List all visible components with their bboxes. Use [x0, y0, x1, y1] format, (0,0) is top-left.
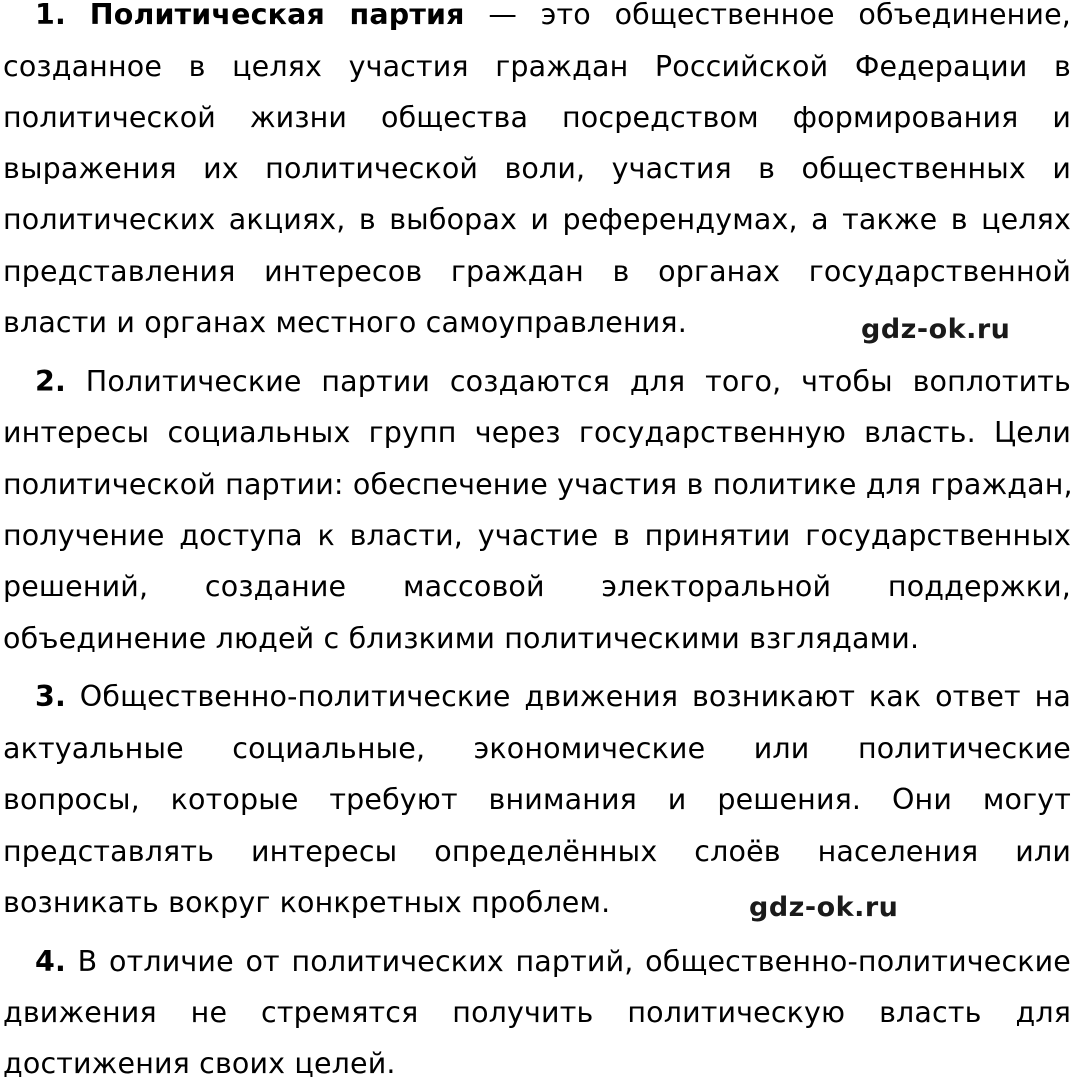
- paragraph-2-line-4: получение доступа к власти, участие в принятии государственных: [3, 519, 1071, 552]
- paragraph-3-line-1: [35, 677, 1071, 717]
- paragraph-2-number: 2.: [35, 365, 66, 398]
- paragraph-3-line-2: актуальные социальные, экономические или политические: [3, 732, 1071, 765]
- paragraph-1-line-6: представления интересов граждан в органах государственной: [3, 255, 1071, 288]
- watermark-2: gdz-ok.ru: [749, 892, 899, 923]
- paragraph-2-line-1-text: Политические партии создаются для того, чтобы воплотить: [85, 365, 1071, 398]
- paragraph-1-line-1: [35, 0, 1071, 35]
- paragraph-4-line-3: достижения своих целей.: [3, 1047, 396, 1080]
- paragraph-1-number: 1.: [35, 0, 66, 31]
- paragraph-1-line-7: власти и органах местного самоуправления.: [3, 306, 687, 339]
- paragraph-3-line-5: возникать вокруг конкретных проблем.: [3, 886, 611, 919]
- paragraph-3-number: 3.: [35, 680, 66, 713]
- paragraph-1-line-3: политической жизни общества посредством формирования и: [3, 101, 1071, 134]
- paragraph-4-number: 4.: [35, 945, 66, 978]
- paragraph-1-term: Политическая партия: [89, 0, 465, 31]
- paragraph-2-line-6: объединение людей с близкими политическими взглядами.: [3, 622, 920, 655]
- paragraph-1-line-2: созданное в целях участия граждан Российской Федерации в: [3, 50, 1071, 83]
- paragraph-2-line-1: [35, 362, 1071, 402]
- paragraph-1-line-1-text: — это общественное объединение,: [488, 0, 1071, 31]
- paragraph-3-line-3: вопросы, которые требуют внимания и решения. Они могут: [3, 783, 1071, 816]
- paragraph-1-line-4: выражения их политической воли, участия в общественных и: [3, 152, 1071, 185]
- paragraph-4-line-2: движения не стремятся получить политическую власть для: [3, 996, 1071, 1029]
- paragraph-3-line-4: представлять интересы определённых слоёв населения или: [3, 835, 1071, 868]
- paragraph-4-line-1-text: В отличие от политических партий, общественно-политические: [77, 945, 1071, 978]
- paragraph-4-line-1: [35, 942, 1071, 982]
- watermark-1: gdz-ok.ru: [861, 314, 1011, 345]
- paragraph-2-line-5: решений, создание массовой электоральной поддержки,: [3, 570, 1071, 603]
- paragraph-3-line-1-text: Общественно-политические движения возникают как ответ на: [79, 680, 1071, 713]
- paragraph-2-line-2: интересы социальных групп через государственную власть. Цели: [3, 416, 1071, 449]
- paragraph-2-line-3: политической партии: обеспечение участия в политике для граждан,: [3, 468, 1073, 501]
- paragraph-1-line-5: политических акциях, в выборах и референдумах, а также в целях: [3, 203, 1071, 236]
